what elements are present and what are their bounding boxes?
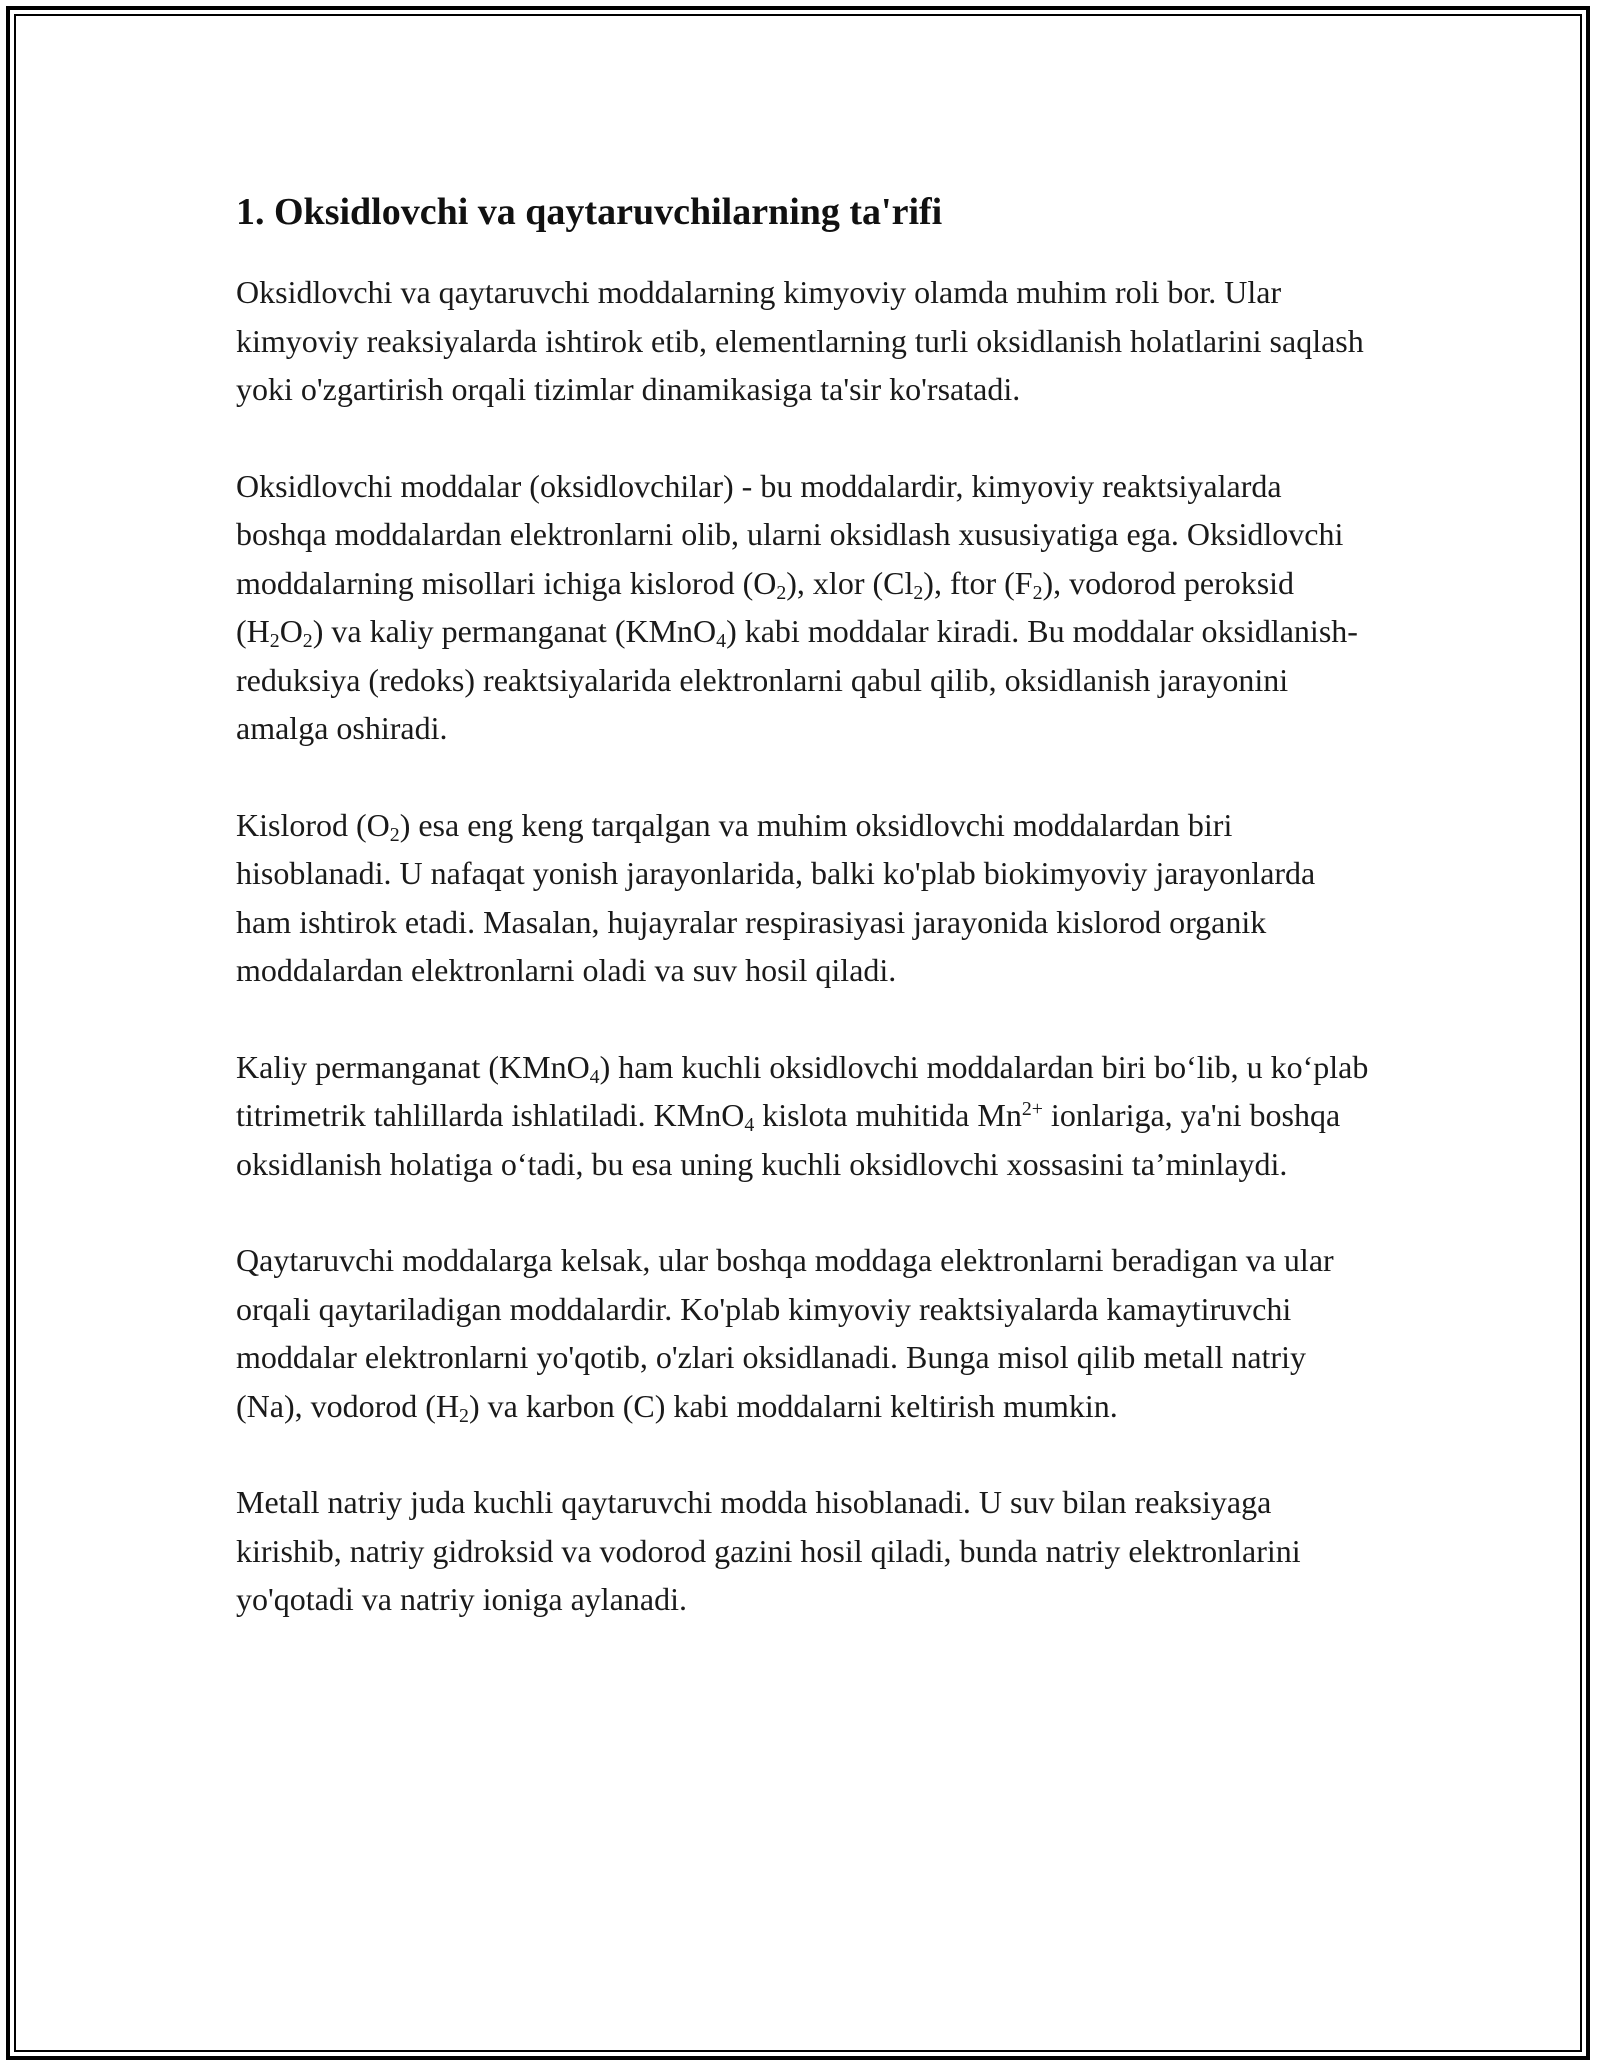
paragraph-reducers	[236, 1236, 1376, 1430]
paragraph-intro: Oksidlovchi va qaytaruvchi moddalarning kimyoviy olamda muhim roli bor. Ular kimyoviy reaksiyalarda ishtirok etib, elementlarning turli oksidlanish holatlarini saqlash yoki o'zgartirish orqali tizimlar dinamikasiga ta'sir ko'rsatadi.	[236, 274, 1364, 407]
document-body	[236, 186, 1376, 1672]
text-run: ) va karbon (C) kabi moddalarni keltirish mumkin.	[468, 1387, 1118, 1424]
text-run: Oksidlovchi moddalar (oksidlovchilar) - bu moddalardir, kimyoviy reaktsiyalarda boshqa moddalardan elektronlarni olib, ularni oksidlash xususiyatiga ega. Oksidlovchi moddalarning misollari ichiga kislorod (O	[236, 467, 1344, 601]
subscript: 4	[744, 1113, 755, 1136]
text-run: ) kabi moddalar kiradi. Bu moddalar oksidlanish-reduksiya (redoks) reaktsiyalarida elektronlarni qabul qilib, oksidlanish jarayonini amalga oshiradi.	[236, 613, 1358, 746]
subscript: 4	[716, 629, 727, 652]
text-run: O	[279, 613, 303, 649]
text-run: ionlariga, ya'ni boshqa oksidlanish holatiga o‘tadi, bu esa uning kuchli oksidlovchi xossasini ta’minlaydi.	[236, 1097, 1341, 1182]
text-run: ) va kaliy permanganat (KMnO	[312, 613, 717, 649]
subscript: 2	[269, 629, 280, 652]
text-run: kislota muhitida Mn	[754, 1097, 1022, 1133]
subscript: 2	[776, 581, 787, 604]
text-run: Kaliy permanganat (KMnO	[236, 1048, 590, 1085]
subscript: 2	[1032, 581, 1043, 604]
text-run: ) ham kuchli oksidlovchi moddalardan biri bo‘lib, u ko‘plab titrimetrik tahlillarda ishlatiladi. KMnO	[236, 1048, 1369, 1133]
paragraph-permanganate	[236, 1043, 1376, 1189]
section-heading: 1. Oksidlovchi va qaytaruvchilarning ta'rifi	[236, 191, 943, 233]
text-run: ), vodorod peroksid (H	[236, 564, 1295, 649]
paragraph-sodium: Metall natriy juda kuchli qaytaruvchi modda hisoblanadi. U suv bilan reaksiyaga kirishib, natriy gidroksid va vodorod gazini hosil qiladi, bunda natriy elektronlarini yo'qotadi va natriy ioniga aylanadi.	[236, 1484, 1301, 1617]
subscript: 2	[459, 1404, 469, 1427]
subscript: 2	[302, 629, 313, 652]
subscript: 2	[913, 581, 924, 604]
text-run: ), xlor (Cl	[786, 564, 914, 601]
text-run: ), ftor (F	[923, 564, 1033, 601]
text-run: Kislorod (O	[236, 806, 390, 843]
subscript: 2	[389, 823, 400, 846]
paragraph-oxidizers	[236, 462, 1376, 753]
superscript: 2+	[1021, 1098, 1043, 1121]
subscript: 4	[589, 1065, 600, 1088]
text-run: Qaytaruvchi moddalarga kelsak, ular boshqa moddaga elektronlarni beradigan va ular orqali qaytariladigan moddalardir. Ko'plab kimyoviy reaktsiyalarda kamaytiruvchi moddalar elektronlarni yo'qotib, o'zlari oksidlanadi. Bunga misol qilib metall natriy (Na), vodorod (H	[236, 1242, 1334, 1424]
paragraph-oxygen	[236, 801, 1376, 995]
text-run: ) esa eng keng tarqalgan va muhim oksidlovchi moddalardan biri hisoblanadi. U nafaqat yonish jarayonlarida, balki ko'plab biokimyoviy jarayonlarda ham ishtirok etadi. Masalan, hujayralar respirasiyasi jarayonida kislorod organik moddalardan elektronlarni oladi va suv hosil qiladi.	[236, 806, 1316, 988]
